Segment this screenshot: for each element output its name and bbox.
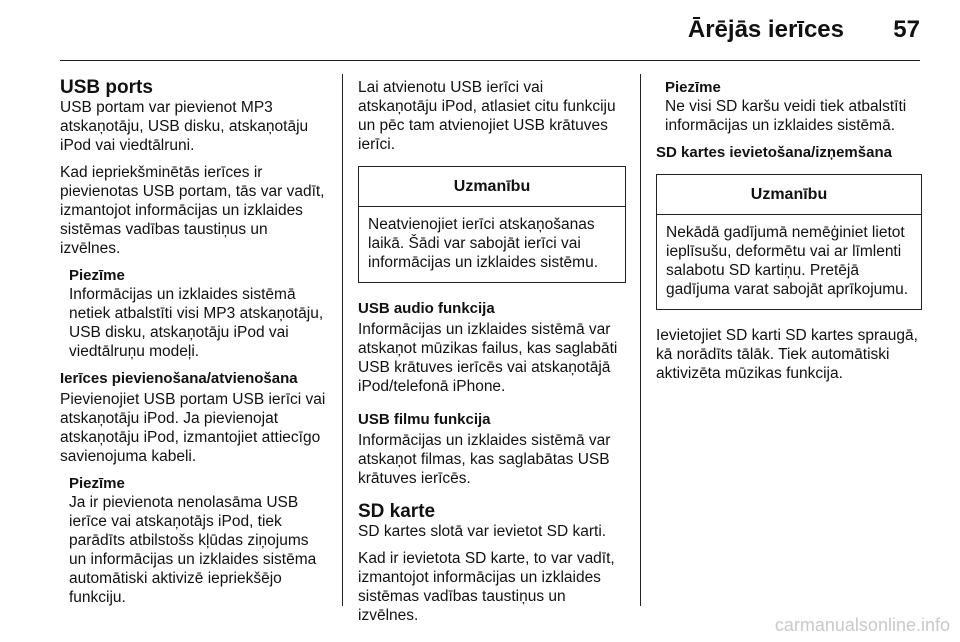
warning-box <box>358 166 626 283</box>
column-1 <box>60 78 330 615</box>
warning-text: Neatvienojiet ierīci atskaņošanas laikā. Šādi var sabojāt ierīci vai informācijas un izklaides sistēmu. <box>368 216 599 271</box>
subheading-connect-disconnect: Ierīces pievienošana/atvienošana <box>60 370 298 387</box>
paragraph: USB portam var pievienot MP3 atskaņotāju, USB disku, atskaņotāju iPod vai viedtālruni. <box>60 99 309 154</box>
section-heading-usb-ports: USB ports <box>60 77 153 98</box>
note-box <box>60 266 330 361</box>
note-text: Ne visi SD karšu veidi tiek atbalstīti informācijas un izklaides sistēmā. <box>665 98 907 134</box>
paragraph: Ievietojiet SD karti SD kartes spraugā, kā norādīts tālāk. Tiek automātiski aktivizēta mūzikas funkcija. <box>656 327 918 382</box>
note-title: Piezīme <box>69 475 125 492</box>
paragraph: Informācijas un izklaides sistēmā var atskaņot mūzikas failus, kas saglabāti USB krātuves ierīcēs vai atskaņotājā iPod/telefonā iPhone. <box>358 321 618 395</box>
paragraph: Pievienojiet USB portam USB ierīci vai atskaņotāju iPod. Ja pievienojat atskaņotāju iPod, izmantojiet attiecīgo savienojuma kabeli. <box>60 391 326 465</box>
note-box <box>60 474 330 607</box>
subheading-usb-audio: USB audio funkcija <box>358 300 495 317</box>
paragraph: Kad ir ievietota SD karte, to var vadīt, izmantojot informācijas un izklaides sistēmas vadības taustiņus un izvēlnes. <box>358 550 615 624</box>
page-header <box>0 0 960 60</box>
column-3 <box>656 78 922 391</box>
paragraph: Kad iepriekšminētās ierīces ir pievienotas USB portam, tās var vadīt, izmantojot informācijas un izklaides sistēmas vadības taustiņus un izvēlnes. <box>60 164 325 257</box>
page-number: 57 <box>893 16 920 43</box>
warning-title: Uzmanību <box>657 175 921 215</box>
note-text: Ja ir pievienota nenolasāma USB ierīce vai atskaņotājs iPod, tiek parādīts atbilstošs kļūdas ziņojums un informācijas un izklaides sistēma automātiski aktivizē iepriekšējo funkciju. <box>69 494 317 606</box>
subheading-sd-insert-remove: SD kartes ievietošana/izņemšana <box>656 144 892 161</box>
watermark-text: carmanualsonline.info <box>774 615 950 635</box>
header-divider <box>60 60 920 61</box>
section-heading-sd-card: SD karte <box>358 501 436 522</box>
warning-title: Uzmanību <box>359 167 625 207</box>
paragraph: Lai atvienotu USB ierīci vai atskaņotāju iPod, atlasiet citu funkciju un pēc tam atvienojiet USB krātuves ierīci. <box>358 79 616 153</box>
note-text: Informācijas un izklaides sistēmā netiek atbalstīti visi MP3 atskaņotāju, USB disku, atskaņotāju iPod vai viedtālruņu modeļi. <box>69 286 324 360</box>
note-title: Piezīme <box>69 267 125 284</box>
paragraph: Informācijas un izklaides sistēmā var atskaņot filmas, kas saglabātas USB krātuves ierīcēs. <box>358 432 611 487</box>
subheading-usb-video: USB filmu funkcija <box>358 411 491 428</box>
note-title: Piezīme <box>665 79 721 96</box>
chapter-title: Ārējās ierīces <box>687 16 844 43</box>
warning-text: Nekādā gadījumā nemēģiniet lietot ieplīsušu, deformētu vai ar līmlenti salabotu SD kartiņu. Pretējā gadījuma varat sabojāt aprīkojumu. <box>666 224 909 298</box>
note-box <box>656 78 922 135</box>
column-divider-1 <box>342 74 343 606</box>
warning-box <box>656 174 922 310</box>
paragraph: SD kartes slotā var ievietot SD karti. <box>358 523 607 540</box>
column-2 <box>358 78 626 633</box>
column-divider-2 <box>640 74 641 606</box>
